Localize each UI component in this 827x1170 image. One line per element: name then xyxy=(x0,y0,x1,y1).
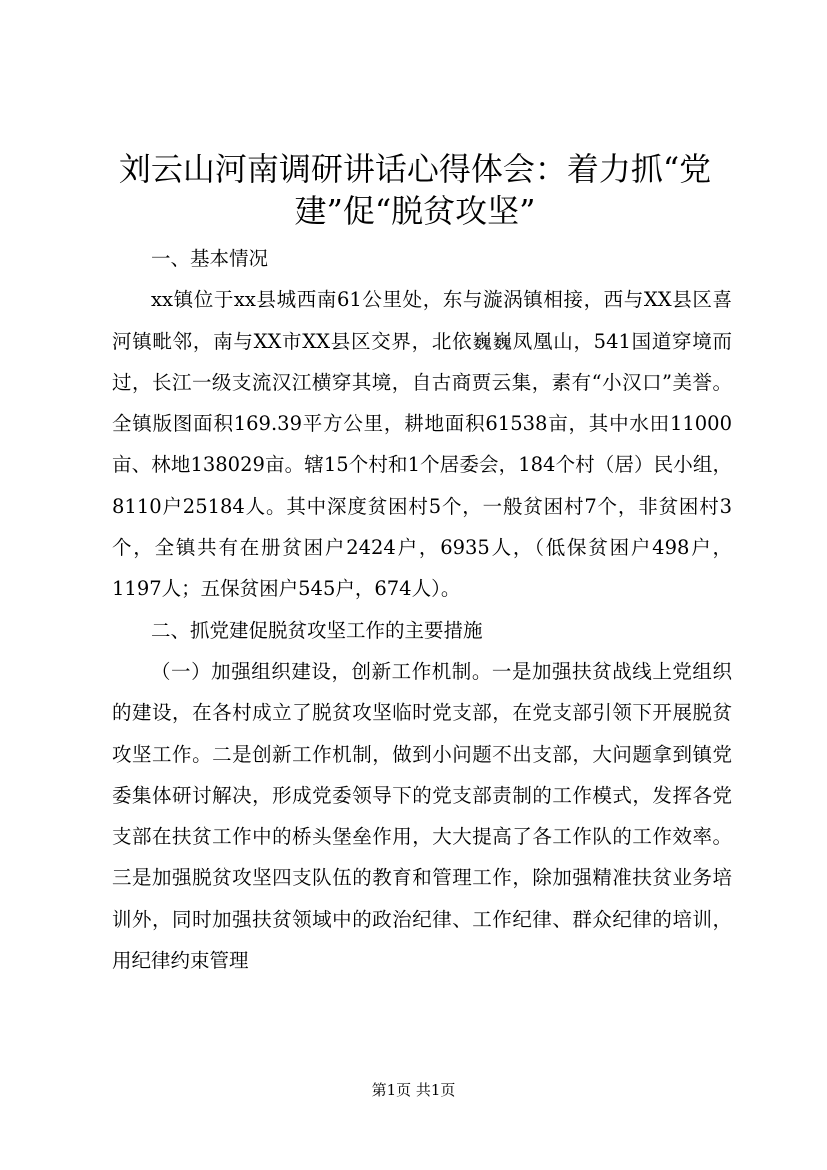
page-footer: 第1页 共1页 xyxy=(371,1081,456,1099)
paragraph-basic-situation: xx镇位于xx县城西南61公里处，东与漩涡镇相接，西与XX县区喜河镇毗邻，南与XX市XX县区交界，北依巍巍凤凰山，541国道穿境而过，长江一级支流汉江横穿其境，自古商贾云集，素有“小汉口”美誉。全镇版图面积169.39平方公里，耕地面积61538亩，其中水田11000亩、林地138029亩。辖15个村和1个居委会，184个村（居）民小组，8110户25184人。其中深度贫困村5个，一般贫困村7个，非贫困村3个，全镇共有在册贫困户2424户，6935人，（低保贫困户498户，1197人；五保贫困户545户，674人）。 xyxy=(112,288,732,601)
section-heading-basic-situation: 一、基本情况 xyxy=(151,247,269,270)
paragraph-organization-building: （一）加强组织建设，创新工作机制。一是加强扶贫战线上党组织的建设，在各村成立了脱贫攻坚临时党支部，在党支部引领下开展脱贫攻坚工作。二是创新工作机制，做到小问题不出支部，大问题拿到镇党委集体研讨解决，形成党委领导下的党支部责制的工作模式，发挥各党支部在扶贫工作中的桥头堡垒作用，大大提高了各工作队的工作效率。三是加强脱贫攻坚四支队伍的教育和管理工作，除加强精准扶贫业务培训外，同时加强扶贫领域中的政治纪律、工作纪律、群众纪律的培训，用纪律约束管理 xyxy=(112,659,732,973)
section-heading-main-measures: 二、抓党建促脱贫攻坚工作的主要措施 xyxy=(151,618,483,642)
document-title: 刘云山河南调研讲话心得体会：着力抓“党建”促“脱贫攻坚” xyxy=(118,150,712,230)
document-body xyxy=(112,238,732,981)
